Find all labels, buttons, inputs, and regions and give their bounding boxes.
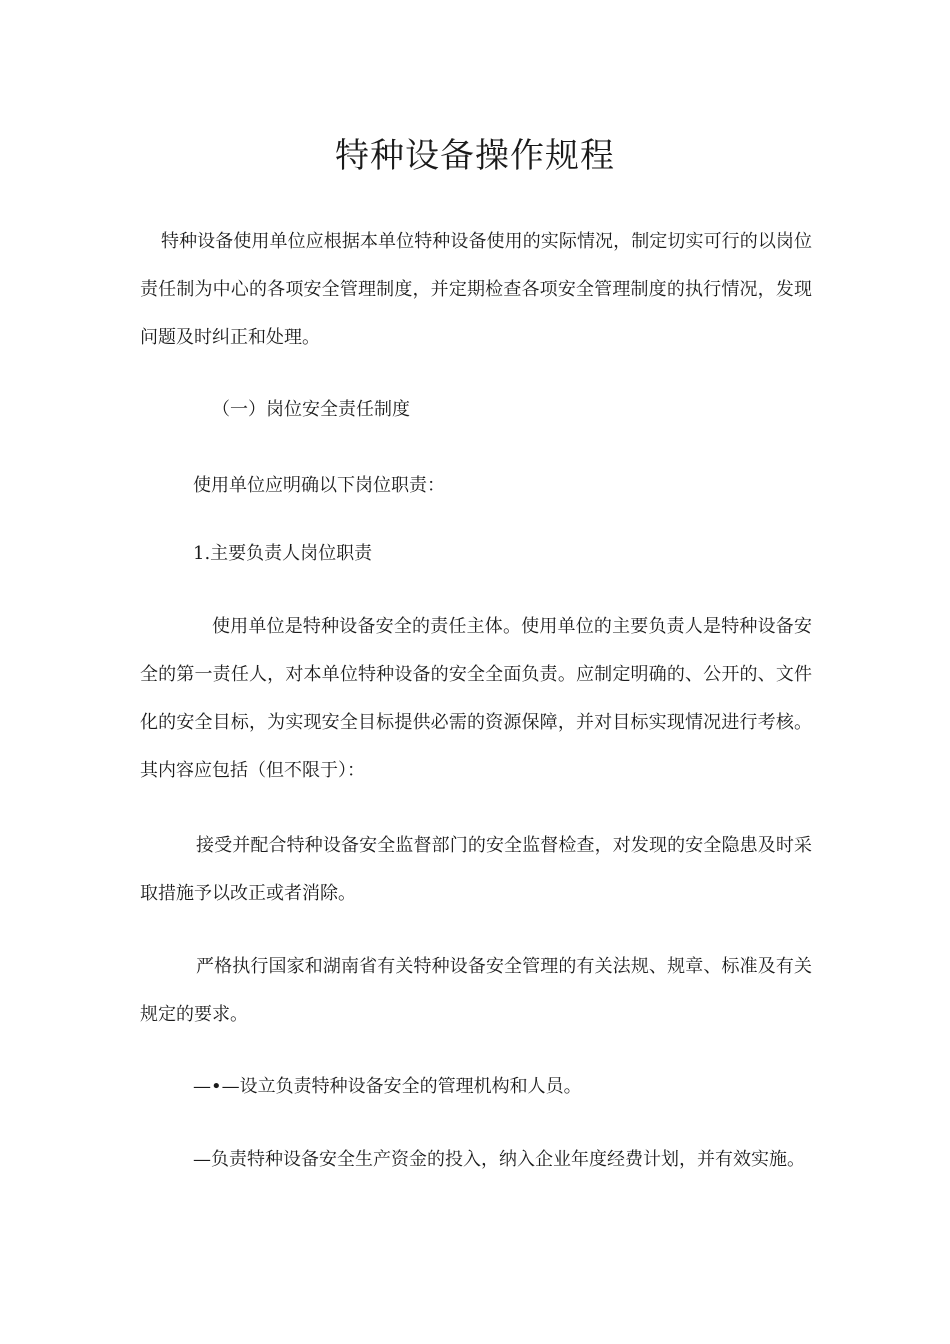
intro-paragraph: 特种设备使用单位应根据本单位特种设备使用的实际情况，制定切实可行的以岗位责任制为中心的各项安全管理制度，并定期检查各项安全管理制度的执行情况，发现问题及时纠正和处理。 — [140, 231, 812, 348]
subheading-main-responsible: 1.主要负责人岗位职责 — [193, 543, 373, 564]
main-responsibility-paragraph: 使用单位是特种设备安全的责任主体。使用单位的主要负责人是特种设备安全的第一责任人，对本单位特种设备的安全全面负责。应制定明确的、公开的、文件化的安全目标，为实现安全目标提供必需的资源保障，并对目标实现情况进行考核。其内容应包括（但不限于）： — [140, 616, 812, 781]
document-title: 特种设备操作规程 — [335, 135, 615, 176]
accept-supervision-paragraph: 接受并配合特种设备安全监督部门的安全监督检查，对发现的安全隐患及时采取措施予以改正或者消除。 — [140, 835, 812, 904]
section-heading: （一）岗位安全责任制度 — [212, 399, 410, 420]
duties-intro-paragraph: 使用单位应明确以下岗位职责： — [193, 475, 445, 496]
funding-paragraph: —负责特种设备安全生产资金的投入，纳入企业年度经费计划，并有效实施。 — [193, 1149, 805, 1170]
set-up-agency-paragraph: —•—设立负责特种设备安全的管理机构和人员。 — [193, 1076, 582, 1097]
strict-compliance-paragraph: 严格执行国家和湖南省有关特种设备安全管理的有关法规、规章、标准及有关规定的要求。 — [140, 956, 812, 1025]
